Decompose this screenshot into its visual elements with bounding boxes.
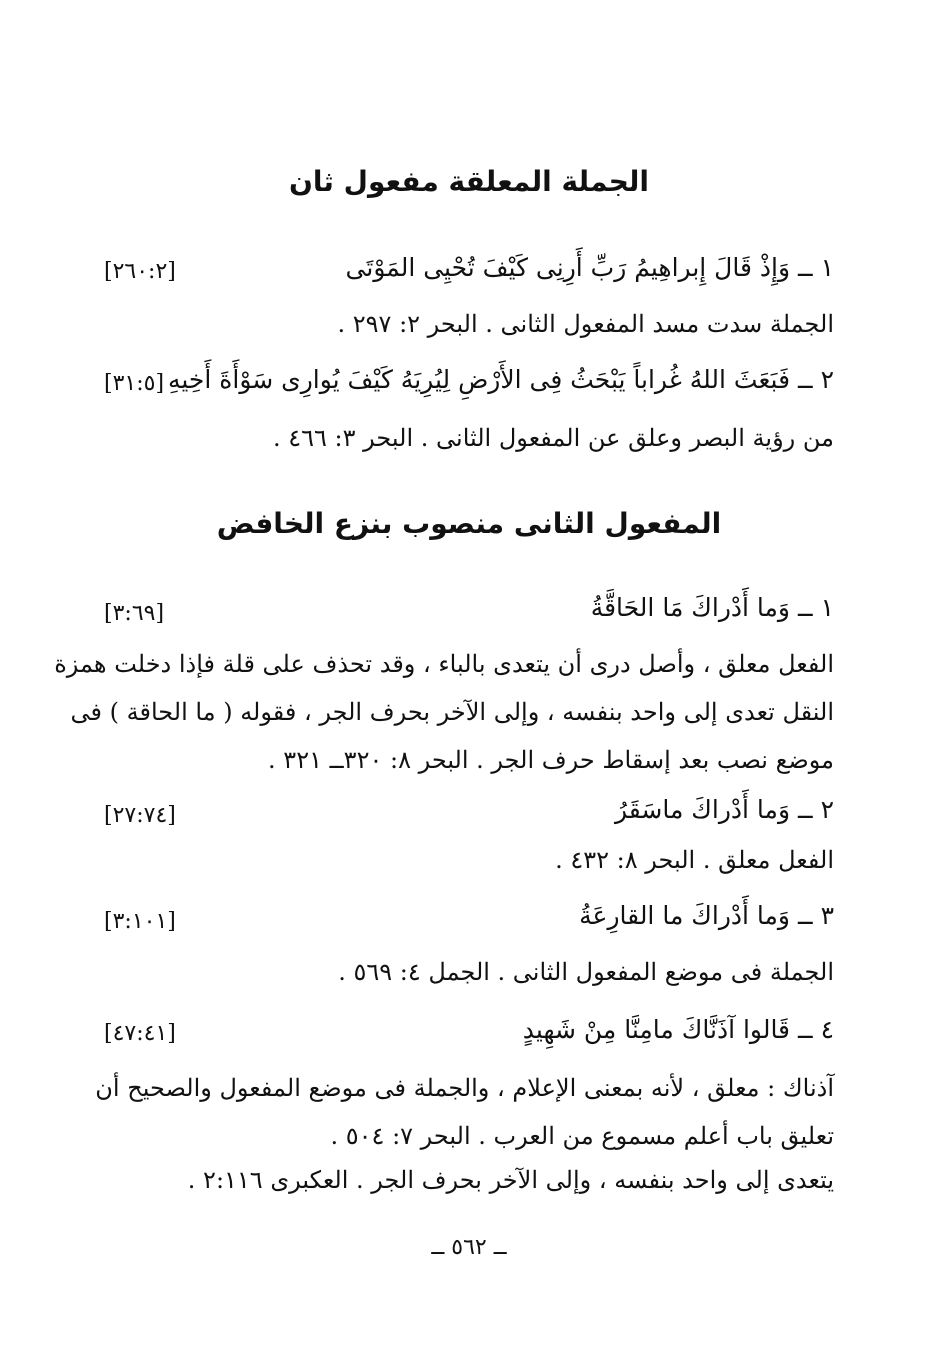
section-heading-2: المفعول الثانى منصوب بنزع الخافض — [216, 507, 722, 540]
verse-reference-2-1: [٣:٦٩] — [104, 601, 165, 626]
verse-2-2: ٢ ــ وَما أَدْراكَ ماسَقَرُ — [614, 795, 834, 824]
verse-1-1: ١ ــ وَإِذْ قَالَ إِبراهِيمُ رَبِّ أَرِنِى كَيْفَ تُحْيِى المَوْتَى — [345, 253, 834, 282]
verse-2-4: ٤ ــ قَالوا آذَنَّاكَ مامِنَّا مِنْ شَهِيدٍ — [522, 1015, 834, 1044]
commentary-2-1-line-3: موضع نصب بعد إسقاط حرف الجر . البحر ٨: ٣٢٠ــ ٣٢١ . — [268, 746, 834, 774]
commentary-2-1-line-1: الفعل معلق ، وأصل درى أن يتعدى بالباء ، وقد تحذف على قلة فإذا دخلت همزة — [54, 650, 834, 678]
commentary-2-4-line-1: آذناك : معلق ، لأنه بمعنى الإعلام ، والجملة فى موضع المفعول والصحيح أن — [95, 1074, 834, 1102]
commentary-2-3: الجملة فى موضع المفعول الثانى . الجمل ٤: ٥٦٩ . — [338, 958, 834, 986]
verse-reference-1-1: [٢٦٠:٢] — [104, 259, 176, 284]
section-heading-1: الجملة المعلقة مفعول ثان — [288, 165, 650, 198]
verse-2-1: ١ ــ وَما أَدْراكَ مَا الحَاقَّةُ — [590, 593, 834, 622]
verse-reference-2-2: [٢٧:٧٤] — [104, 803, 176, 828]
page-number: ــ ٥٦٢ ــ — [431, 1235, 507, 1260]
verse-reference-1-2: [٣١:٥] — [104, 371, 165, 396]
verse-reference-2-3: [٣:١٠١] — [104, 909, 176, 934]
verse-1-2: ٢ ــ فَبَعَثَ اللهُ غُراباً يَبْحَثُ فِى الأَرْضِ لِيُرِيَهُ كَيْفَ يُوارِى سَوْأَةَ أَخِيهِ — [167, 365, 834, 394]
commentary-1-2: من رؤية البصر وعلق عن المفعول الثانى . البحر ٣: ٤٦٦ . — [272, 424, 834, 452]
verse-2-3: ٣ ــ وَما أَدْراكَ ما القارِعَةُ — [579, 901, 834, 930]
commentary-1-1: الجملة سدت مسد المفعول الثانى . البحر ٢: ٢٩٧ . — [337, 310, 834, 338]
verse-reference-2-4: [٤٧:٤١] — [104, 1021, 176, 1046]
commentary-2-4-line-2: تعليق باب أعلم مسموع من العرب . البحر ٧: ٥٠٤ . — [330, 1122, 834, 1150]
commentary-2-1-line-2: النقل تعدى إلى واحد بنفسه ، وإلى الآخر بحرف الجر ، فقوله ( ما الحاقة ) فى — [70, 698, 834, 726]
commentary-2-4-line-3: يتعدى إلى واحد بنفسه ، وإلى الآخر بحرف الجر . العكبرى ٢:١١٦ . — [187, 1166, 834, 1194]
commentary-2-2: الفعل معلق . البحر ٨: ٤٣٢ . — [555, 846, 834, 874]
